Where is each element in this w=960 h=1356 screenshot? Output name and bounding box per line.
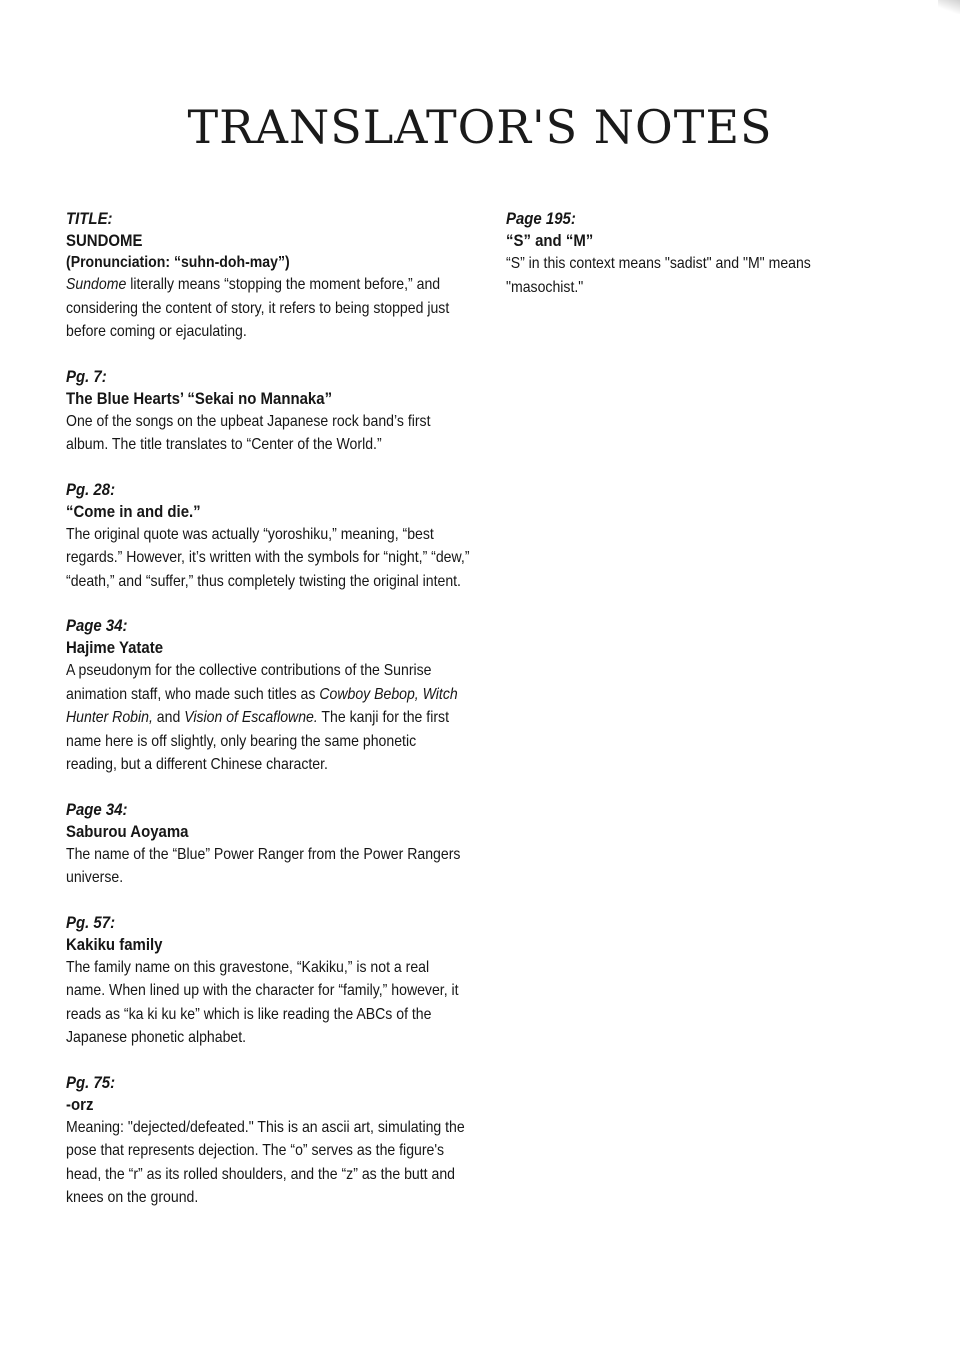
note-page-ref: Pg. 28:	[66, 479, 116, 499]
note-body-italic: Cowboy Bebop, Witch Hunter Robin,	[66, 685, 458, 726]
note-page-ref: Page 195:	[506, 209, 576, 228]
note-heading: Kakiku family	[66, 934, 163, 954]
note-body	[66, 659, 471, 777]
page-title: TRANSLATOR'S NOTES	[187, 100, 773, 154]
note-page-34-saburou	[66, 799, 474, 890]
note-heading: Hajime Yatate	[66, 638, 164, 657]
note-page-ref: Page 34:	[66, 616, 128, 635]
note-body-text: A pseudonym for the collective contributions of the Sunrise animation staff, who made such titles as	[66, 662, 432, 703]
note-heading: The Blue Hearts’ “Sekai no Mannaka”	[66, 388, 333, 408]
note-page-34-hajime	[66, 615, 474, 777]
note-body-text: The kanji for the first name here is off slightly, only bearing the same phonetic reading, but a different Chinese character.	[66, 709, 449, 773]
note-pg-7	[66, 366, 474, 457]
note-title	[66, 208, 474, 344]
note-page-ref: Page 34:	[66, 799, 128, 819]
note-body-text: literally means “stopping the moment before,” and considering the content of story, it refers to being stopped just before coming or ejaculating.	[66, 276, 450, 340]
note-body	[66, 273, 471, 344]
note-heading: “Come in and die.”	[66, 501, 201, 521]
note-body: The original quote was actually “yoroshiku,” meaning, “best regards.” However, it’s written with the symbols for “night,” “dew,” “death,” and “suffer,” thus completely twisting the original intent.	[66, 525, 470, 590]
note-pg-57	[66, 912, 474, 1050]
note-page-ref: TITLE:	[66, 209, 113, 228]
note-pg-75	[66, 1072, 474, 1210]
note-pg-28	[66, 479, 474, 594]
note-page-ref: Pg. 57:	[66, 912, 116, 932]
note-body-italic: Sundome	[66, 276, 127, 293]
note-body: “S” in this context means "sadist" and "M" means "masochist."	[506, 255, 811, 296]
note-heading: -orz	[66, 1094, 94, 1114]
note-body: Meaning: "dejected/defeated." This is an ascii art, simulating the pose that represents dejection. The “o” serves as the figure's head, the “r” as its rolled shoulders, and the “z” as the butt and knees on the ground.	[66, 1118, 465, 1206]
note-heading: SUNDOME	[66, 231, 143, 250]
note-body-text: and	[152, 709, 185, 726]
note-pronunciation: (Pronunciation: “suhn-doh-may”)	[66, 254, 290, 271]
note-heading: “S” and “M”	[506, 231, 594, 250]
note-page-ref: Pg. 75:	[66, 1072, 116, 1092]
page-corner-shadow	[938, 0, 960, 14]
note-body: The family name on this gravestone, “Kakiku,” is not a real name. When lined up with the character for “family,” however, it reads as “ka ki ku ke” which is like reading the ABCs of the Japanese phonetic alphabet.	[66, 958, 459, 1046]
note-body: One of the songs on the upbeat Japanese rock band’s first album. The title translates to “Center of the World.”	[66, 412, 431, 453]
note-page-195	[506, 208, 836, 299]
note-body-italic: Vision of Escaflowne.	[184, 709, 318, 726]
note-body: The name of the “Blue” Power Ranger from the Power Rangers universe.	[66, 845, 461, 886]
note-page-ref: Pg. 7:	[66, 366, 107, 386]
note-heading: Saburou Aoyama	[66, 821, 189, 841]
notes-column-left	[66, 208, 474, 1232]
notes-column-right	[506, 208, 836, 321]
